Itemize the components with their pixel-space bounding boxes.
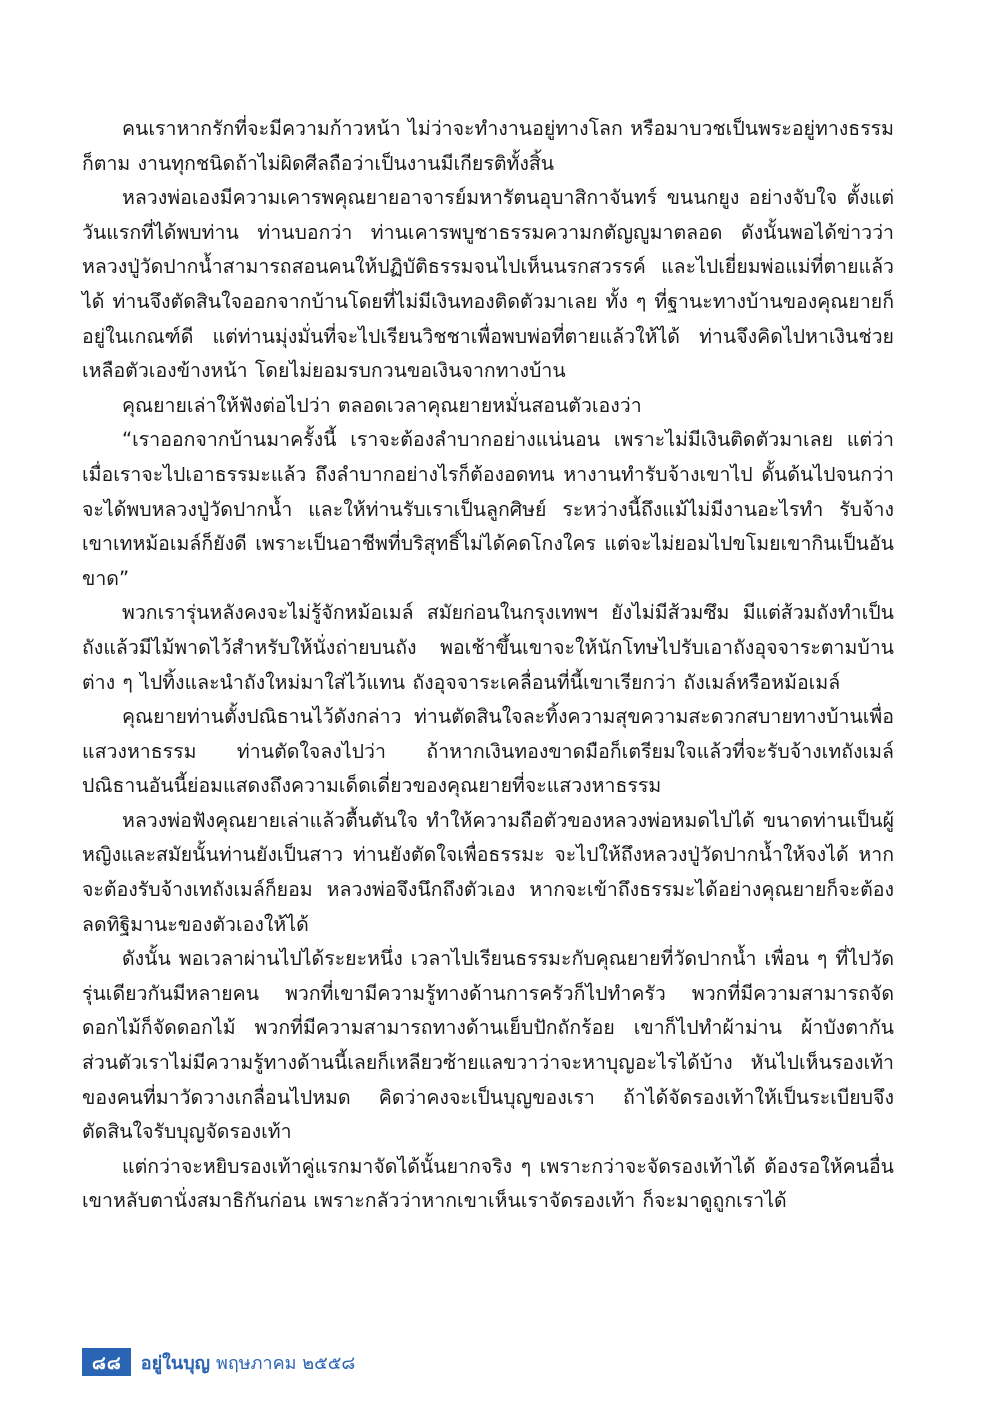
paragraph-1: คนเราหากรักที่จะมีความก้าวหน้า ไม่ว่าจะทำงานอยู่ทางโลก หรือมาบวชเป็นพระอยู่ทางธรรมก็ตาม งานทุกชนิดถ้าไม่ผิดศีลถือว่าเป็นงานมีเกียรติทั้งสิ้น: [82, 117, 894, 175]
issue-date: พฤษภาคม ๒๕๕๘: [216, 1352, 356, 1374]
page-number: ๘๘: [82, 1348, 131, 1376]
paragraph-3: คุณยายเล่าให้ฟังต่อไปว่า ตลอดเวลาคุณยายหมั่นสอนตัวเองว่า: [122, 393, 642, 417]
magazine-name: อยู่ในบุญ: [140, 1352, 210, 1374]
paragraph-6: คุณยายท่านตั้งปณิธานไว้ดังกล่าว ท่านตัดสินใจละทิ้งความสุขความสะดวกสบายทางบ้านเพื่อแสวงหาธรรม ท่านตัดใจลงไปว่า ถ้าหากเงินทองขาดมือก็เตรียมใจแล้วที่จะรับจ้างเทถังเมล์ ปณิธานอันนี้ย่อมแสดงถึงความเด็ดเดี่ยวของคุณยายที่จะแสวงหาธรรม: [82, 705, 894, 798]
paragraph-8: ดังนั้น พอเวลาผ่านไปได้ระยะหนึ่ง เวลาไปเรียนธรรมะกับคุณยายที่วัดปากน้ำ เพื่อน ๆ ที่ไปวัดรุ่นเดียวกันมีหลายคน พวกที่เขามีความรู้ทางด้านการครัวก็ไปทำครัว พวกที่มีความสามารถจัดดอกไม้ก็จัดดอกไม้ พวกที่มีความสามารถทางด้านเย็บปักถักร้อย เขาก็ไปทำผ้าม่าน ผ้าบังตากัน ส่วนตัวเราไม่มีความรู้ทางด้านนี้เลยก็เหลียวซ้ายแลขวาว่าจะหาบุญอะไรได้บ้าง หันไปเห็นรองเท้าของคนที่มาวัดวางเกลื่อนไปหมด คิดว่าคงจะเป็นบุญของเรา ถ้าได้จัดรองเท้าให้เป็นระเบียบจึงตัดสินใจรับบุญจัดรองเท้า: [82, 947, 894, 1144]
paragraph-2: หลวงพ่อเองมีความเคารพคุณยายอาจารย์มหารัตนอุบาสิกาจันทร์ ขนนกยูง อย่างจับใจ ตั้งแต่วันแรกที่ได้พบท่าน ท่านบอกว่า ท่านเคารพบูชาธรรมความกตัญญูมาตลอด ดังนั้นพอได้ข่าวว่าหลวงปู่วัดปากน้ำสามารถสอนคนให้ปฏิบัติธรรมจนไปเห็นนรกสวรรค์ และไปเยี่ยมพ่อแม่ที่ตายแล้วได้ ท่านจึงตัดสินใจออกจากบ้านโดยที่ไม่มีเงินทองติดตัวมาเลย ทั้ง ๆ ที่ฐานะทางบ้านของคุณยายก็อยู่ในเกณฑ์ดี แต่ท่านมุ่งมั่นที่จะไปเรียนวิชชาเพื่อพบพ่อที่ตายแล้วให้ได้ ท่านจึงคิดไปหาเงินช่วยเหลือตัวเองข้างหน้า โดยไม่ยอมรบกวนขอเงินจากทางบ้าน: [82, 186, 894, 383]
paragraph-4-quote: “เราออกจากบ้านมาครั้งนี้ เราจะต้องลำบากอย่างแน่นอน เพราะไม่มีเงินติดตัวมาเลย แต่ว่าเมื่อเราจะไปเอาธรรมะแล้ว ถึงลำบากอย่างไรก็ต้องอดทน หางานทำรับจ้างเขาไป ดั้นด้นไปจนกว่าจะได้พบหลวงปู่วัดปากน้ำ และให้ท่านรับเราเป็นลูกศิษย์ ระหว่างนี้ถึงแม้ไม่มีงานอะไรทำ รับจ้างเขาเทหม้อเมล์ก็ยังดี เพราะเป็นอาชีพที่บริสุทธิ์ไม่ได้คดโกงใคร แต่จะไม่ยอมไปขโมยเขากินเป็นอันขาด”: [82, 428, 894, 590]
article-body: [82, 112, 894, 1219]
paragraph-9: แต่กว่าจะหยิบรองเท้าคู่แรกมาจัดได้นั้นยากจริง ๆ เพราะกว่าจะจัดรองเท้าได้ ต้องรอให้คนอื่นเขาหลับตานั่งสมาธิกันก่อน เพราะกลัวว่าหากเขาเห็นเราจัดรองเท้า ก็จะมาดูถูกเราได้: [82, 1154, 894, 1213]
paragraph-5: พวกเรารุ่นหลังคงจะไม่รู้จักหม้อเมล์ สมัยก่อนในกรุงเทพฯ ยังไม่มีส้วมซึม มีแต่ส้วมถังทำเป็นถังแล้วมีไม้พาดไว้สำหรับให้นั่งถ่ายบนถัง พอเช้าขึ้นเขาจะให้นักโทษไปรับเอาถังอุจจาระตามบ้านต่าง ๆ ไปทิ้งและนำถังใหม่มาใส่ไว้แทน ถังอุจจาระเคลื่อนที่นี้เขาเรียกว่า ถังเมล์หรือหม้อเมล์: [82, 601, 894, 694]
page-footer: [82, 1348, 355, 1376]
paragraph-7: หลวงพ่อฟังคุณยายเล่าแล้วตื้นตันใจ ทำให้ความถือตัวของหลวงพ่อหมดไปได้ ขนาดท่านเป็นผู้หญิงและสมัยนั้นท่านยังเป็นสาว ท่านยังตัดใจเพื่อธรรมะ จะไปให้ถึงหลวงปู่วัดปากน้ำให้จงได้ หากจะต้องรับจ้างเทถังเมล์ก็ยอม หลวงพ่อจึงนึกถึงตัวเอง หากจะเข้าถึงธรรมะได้อย่างคุณยายก็จะต้องลดทิฐิมานะของตัวเองให้ได้: [82, 808, 894, 936]
